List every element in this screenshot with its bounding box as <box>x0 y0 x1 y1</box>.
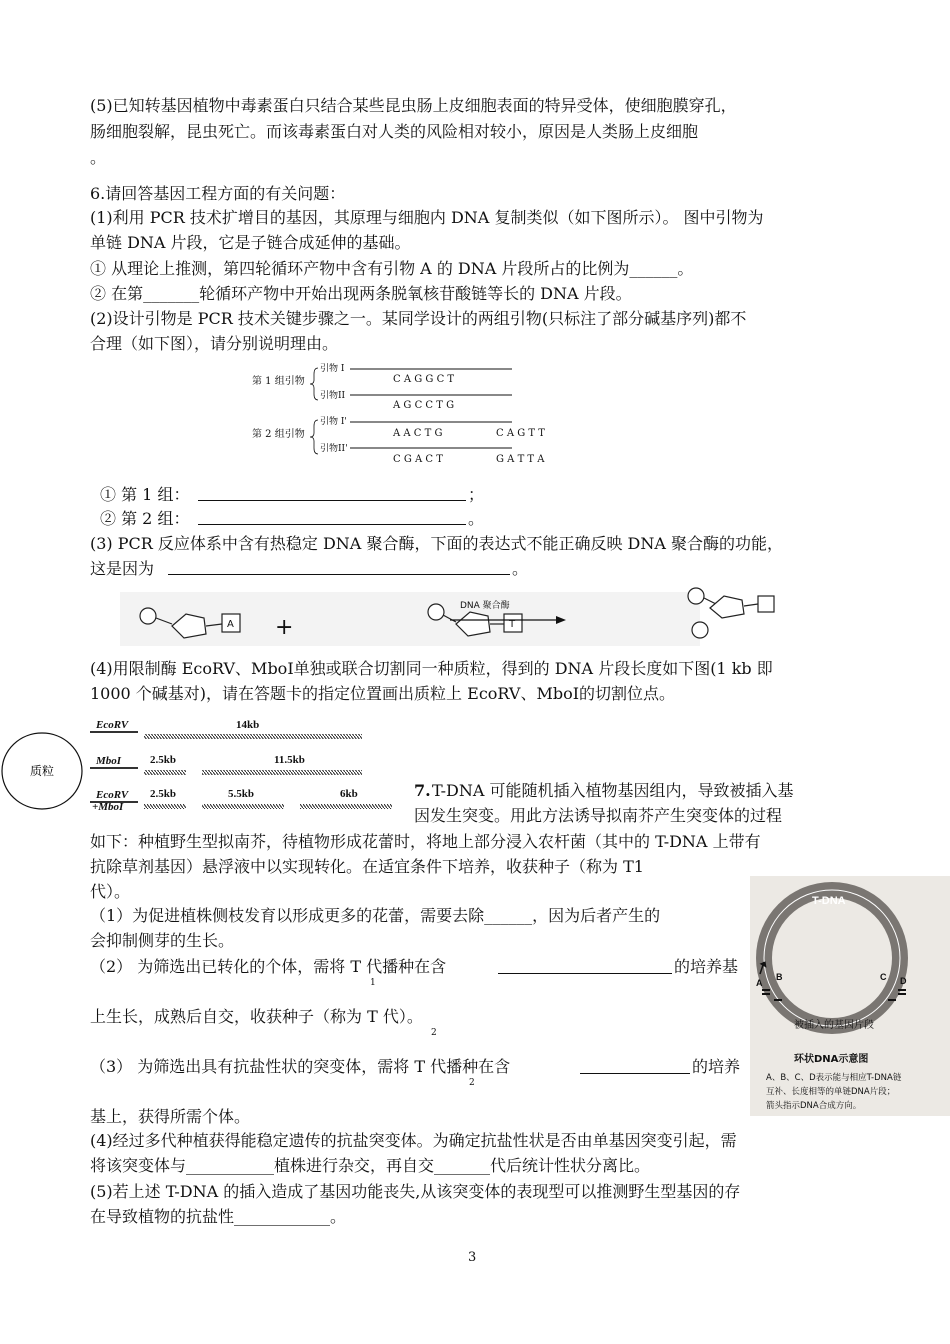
q7-l4: 抗除草剂基因）悬浮液中以实现转化。在适宜条件下培养，收获种子（称为 T1 <box>90 857 644 876</box>
ring-c: C <box>880 972 887 982</box>
size-row2-1: 11.5kb <box>274 754 305 766</box>
base-a: A <box>227 619 234 630</box>
group2-label: 第 2 组引物 <box>252 429 305 440</box>
ring-dna-figure <box>750 876 950 1116</box>
group2-brace <box>310 420 318 454</box>
q7-s2-blank[interactable] <box>498 973 672 974</box>
q7-s3-sub: 2 <box>469 1078 475 1088</box>
phosphate1 <box>140 608 156 624</box>
q6-ans2-end: 。 <box>468 509 485 528</box>
page-number: 3 <box>468 1250 477 1265</box>
q7-s2-sub1: 1 <box>370 978 376 988</box>
q7-s2b: 上生长，成熟后自交，收获种子（称为 T 代）。 <box>90 1007 423 1026</box>
caption-3: 箭头指示DNA合成方向。 <box>766 1101 862 1111</box>
q7-s4a: (4)经过多代种植获得能稳定遗传的抗盐突变体。为确定抗盐性状是否由单基因突变引起，需 <box>90 1131 737 1150</box>
arrow-label: DNA 聚合酶 <box>460 601 510 611</box>
row3-band-6kb <box>300 804 392 809</box>
g2-seq2b: G A T T A <box>496 454 545 465</box>
q6-p3b: 这是因为 <box>90 559 155 578</box>
size-row1-0: 14kb <box>236 719 260 731</box>
primer-figure <box>250 362 545 470</box>
q7-l5: 代）。 <box>90 882 131 901</box>
size-row3-1: 5.5kb <box>228 788 254 800</box>
g1-p1-label: 引物 I <box>320 364 345 374</box>
ring-d: D <box>900 976 907 986</box>
q7-l3: 如下：种植野生型拟南芥，待植物形成花蕾时，将地上部分浸入农杆菌（其中的 T-DNA 上带有 <box>90 832 761 851</box>
q5-5-line2: 肠细胞裂解，昆虫死亡。而该毒素蛋白对人类的风险相对较小，原因是人类肠上皮细胞 <box>90 122 699 141</box>
group1-brace <box>310 368 318 400</box>
q6-p2a: (2)设计引物是 PCR 技术关键步骤之一。某同学设计的两组引物(只标注了部分碱基序列)都不 <box>90 309 747 328</box>
figure-bg <box>120 592 700 646</box>
row2-band-2.5kb <box>144 770 186 775</box>
g1-seq2: A G C C T G <box>393 400 455 411</box>
caption-2: 互补、长度相等的单链DNA片段； <box>766 1087 896 1097</box>
enzyme-figure <box>120 584 700 652</box>
q7-number: 7. <box>414 781 431 800</box>
q7-l2: 因发生突变。用此方法诱导拟南芥产生突变体的过程 <box>414 806 783 825</box>
g1-seq1: C A G G C T <box>393 374 455 385</box>
g2-seq2a: C G A C T <box>393 454 443 465</box>
q7-s3a: （3） 为筛选出具有抗盐性状的突变体，需将 T 代播种在含 <box>90 1057 511 1076</box>
q6-ans2-label: ② 第 2 组： <box>100 509 190 528</box>
q6-p3a: (3) PCR 反应体系中含有热稳定 DNA 聚合酶，下面的表达式不能正确反映 DNA 聚合酶的功能， <box>90 534 784 553</box>
tdna-label: T-DNA <box>812 895 846 907</box>
row1-band-14kb <box>144 734 362 739</box>
ring-b: B <box>776 972 783 982</box>
q6-p2b: 合理（如下图），请分别说明理由。 <box>90 334 339 353</box>
row3-enzyme-b: +MboI <box>92 801 124 813</box>
q6-p1c: ① 从理论上推测，第四轮循环产物中含有引物 A 的 DNA 片段所占的比例为______。 <box>90 259 694 278</box>
q6-p1d: ② 在第_______轮循环产物中开始出现两条脱氧核苷酸链等长的 DNA 片段。 <box>90 284 632 303</box>
size-row2-0: 2.5kb <box>150 754 176 766</box>
q6-ans1-blank[interactable] <box>198 500 466 501</box>
g1-p2-label: 引物II <box>320 391 346 401</box>
g2-p2-label: 引物II' <box>320 444 348 454</box>
q7-s3-blank[interactable] <box>580 1073 690 1074</box>
g2-seq1a: A A C T G <box>393 428 443 439</box>
q5-5-line1: (5)已知转基因植物中毒素蛋白只结合某些昆虫肠上皮细胞表面的特异受体，使细胞膜穿孔， <box>90 96 737 115</box>
row3-band-5.5kb <box>202 804 284 809</box>
q6-p4b: 1000 个碱基对)，请在答题卡的指定位置画出质粒上 EcoRV、MboⅠ的切割位点。 <box>90 684 676 703</box>
caption-title: 环状DNA示意图 <box>794 1054 869 1065</box>
phosphate3 <box>688 588 704 604</box>
group1-label: 第 1 组引物 <box>252 376 305 387</box>
q6-p1b: 单链 DNA 片段，它是子链合成延伸的基础。 <box>90 233 411 252</box>
row2-band-11.5kb <box>202 770 362 775</box>
q7-s5a: (5)若上述 T-DNA 的插入造成了基因功能丧失,从该突变体的表现型可以推测野生型基因的存 <box>90 1182 741 1201</box>
base-a-box2 <box>758 596 774 612</box>
q7-s1b: 会抑制侧芽的生长。 <box>90 931 235 950</box>
q6-p1a: (1)利用 PCR 技术扩增目的基因，其原理与细胞内 DNA 复制类似（如下图所示）。 图中引物为 <box>90 208 764 227</box>
q7-s2a: （2） 为筛选出已转化的个体，需将 T 代播种在含 <box>90 957 447 976</box>
row3-band-2.5kb <box>144 804 186 809</box>
q7-s3b: 基上，获得所需个体。 <box>90 1107 251 1126</box>
q7-s2a-end: 的培养基 <box>674 957 739 976</box>
row2-enzyme: MboI <box>96 755 122 767</box>
q6-p3-blank[interactable] <box>168 574 510 575</box>
q6-ans1-label: ① 第 1 组： <box>100 485 190 504</box>
inserted-label: 被插入的基因片段 <box>794 1020 874 1031</box>
base-t: T <box>509 619 516 630</box>
q5-5-line3: 。 <box>90 148 107 167</box>
row1-enzyme: EcoRV <box>96 719 129 731</box>
plasmid-label: 质粒 <box>30 764 55 778</box>
q7-s3a-end: 的培养 <box>692 1057 741 1076</box>
q7-s5b: 在导致植物的抗盐性____________。 <box>90 1207 347 1226</box>
q7-s1: （1）为促进植株侧枝发育以形成更多的花蕾，需要去除______，因为后者产生的 <box>90 906 661 925</box>
q7-s2-sub2: 2 <box>431 1028 437 1038</box>
q7-s4b: 将该突变体与___________植株进行杂交，再自交_______代后统计性状分离比。 <box>90 1156 651 1175</box>
phosphate4 <box>692 622 708 638</box>
q6-ans1-end: ； <box>468 485 485 504</box>
plasmid-figure <box>0 716 410 826</box>
sugar3 <box>710 596 744 618</box>
q7-l1: T-DNA 可能随机插入植物基因组内，导致被插入基 <box>432 781 794 800</box>
q6-p3-end: 。 <box>512 559 529 578</box>
size-row3-0: 2.5kb <box>150 788 176 800</box>
ring-a: A <box>756 978 763 988</box>
caption-1: A、B、C、D表示能与相应T-DNA链 <box>766 1073 902 1083</box>
g2-p1-label: 引物 I' <box>320 417 347 427</box>
q6-title: 6.请回答基因工程方面的有关问题： <box>90 184 346 203</box>
g2-seq1b: C A G T T <box>496 428 545 439</box>
phosphate2 <box>428 604 444 620</box>
q6-p4a: (4)用限制酶 EcoRV、MboⅠ单独或联合切割同一种质粒，得到的 DNA 片段长度如下图(1 kb 即 <box>90 659 773 678</box>
ring-inner <box>772 898 892 1018</box>
size-row3-2: 6kb <box>340 788 358 800</box>
plus-sign: + <box>275 615 294 640</box>
q6-ans2-blank[interactable] <box>198 524 466 525</box>
row3-enzyme-a: EcoRV <box>96 789 129 801</box>
